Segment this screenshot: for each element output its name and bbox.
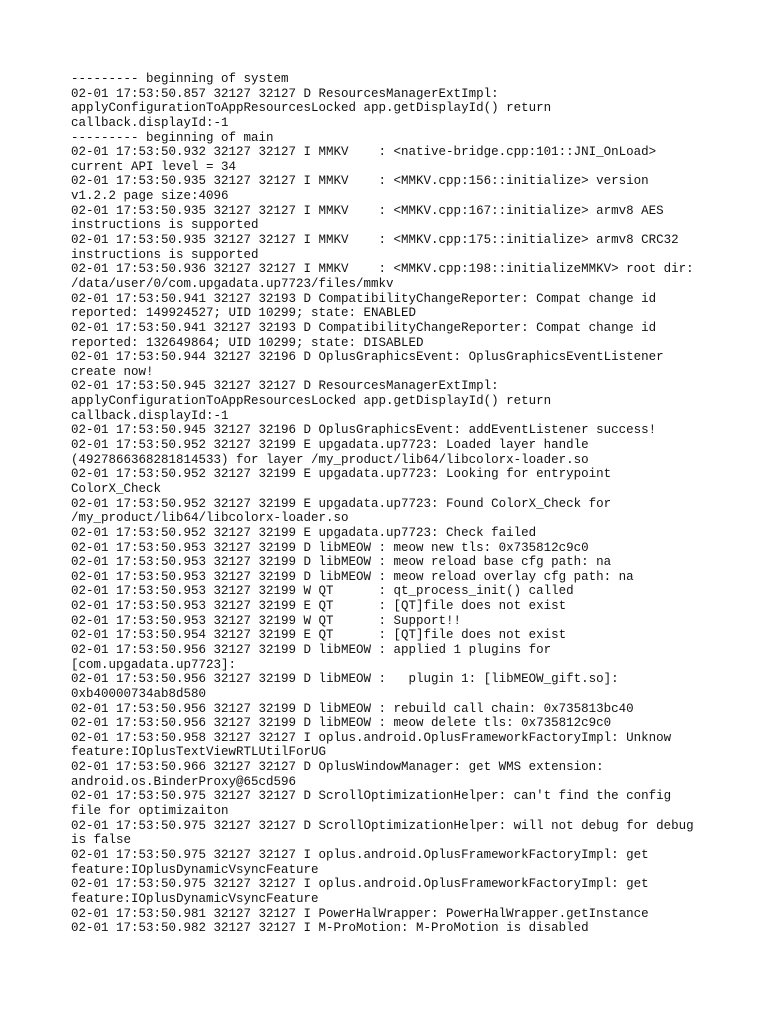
log-line: 02-01 17:53:50.958 32127 32127 I oplus.android.OplusFrameworkFactoryImpl: Unknow — [71, 730, 672, 745]
log-line: 02-01 17:53:50.982 32127 32127 I M-ProMotion: M-ProMotion is disabled — [71, 921, 589, 936]
log-line: 02-01 17:53:50.952 32127 32199 E upgadata.up7723: Looking for entrypoint — [71, 467, 612, 482]
log-line: feature:IOplusTextViewRTLUtilForUG — [71, 745, 327, 760]
log-line: /my_product/lib64/libcolorx-loader.so — [71, 511, 349, 526]
log-line: 02-01 17:53:50.956 32127 32199 D libMEOW : applied 1 plugins for — [71, 642, 552, 657]
log-line: feature:IOplusDynamicVsyncFeature — [71, 862, 319, 877]
log-line: create now! — [71, 364, 154, 379]
log-line: 02-01 17:53:50.953 32127 32199 D libMEOW : meow new tls: 0x735812c9c0 — [71, 540, 589, 555]
log-line: 02-01 17:53:50.941 32127 32193 D CompatibilityChangeReporter: Compat change id — [71, 291, 657, 306]
log-line: --------- beginning of system — [71, 72, 289, 86]
log-line: 02-01 17:53:50.857 32127 32127 D ResourcesManagerExtImpl: — [71, 86, 499, 101]
log-line: 02-01 17:53:50.966 32127 32127 D OplusWindowManager: get WMS extension: — [71, 760, 604, 775]
log-line: 02-01 17:53:50.975 32127 32127 I oplus.android.OplusFrameworkFactoryImpl: get — [71, 877, 649, 892]
log-line: file for optimizaiton — [71, 804, 229, 819]
log-line: --------- beginning of main — [71, 130, 274, 145]
log-line: 02-01 17:53:50.956 32127 32199 D libMEOW : rebuild call chain: 0x735813bc40 — [71, 701, 634, 716]
log-line: 02-01 17:53:50.952 32127 32199 E upgadata.up7723: Check failed — [71, 525, 537, 540]
log-line: instructions is supported — [71, 218, 259, 233]
log-line: 02-01 17:53:50.953 32127 32199 D libMEOW : meow reload overlay cfg path: na — [71, 569, 634, 584]
log-line: 02-01 17:53:50.953 32127 32199 W QT : Support!! — [71, 613, 462, 628]
log-line: 02-01 17:53:50.953 32127 32199 D libMEOW : meow reload base cfg path: na — [71, 555, 612, 570]
log-line: 02-01 17:53:50.941 32127 32193 D CompatibilityChangeReporter: Compat change id — [71, 320, 657, 335]
log-line: current API level = 34 — [71, 159, 237, 174]
log-line: 02-01 17:53:50.953 32127 32199 W QT : qt_process_init() called — [71, 584, 574, 599]
log-line: [com.upgadata.up7723]: — [71, 657, 237, 672]
log-line: applyConfigurationToAppResourcesLocked app.getDisplayId() return — [71, 394, 552, 409]
log-line: 02-01 17:53:50.944 32127 32196 D OplusGraphicsEvent: OplusGraphicsEventListener — [71, 350, 664, 365]
log-line: instructions is supported — [71, 247, 259, 262]
log-line: (4927866368281814533) for layer /my_product/lib64/libcolorx-loader.so — [71, 452, 589, 467]
log-line: 02-01 17:53:50.945 32127 32127 D ResourcesManagerExtImpl: — [71, 379, 499, 394]
log-line: 02-01 17:53:50.952 32127 32199 E upgadata.up7723: Loaded layer handle — [71, 438, 589, 453]
log-line: 02-01 17:53:50.956 32127 32199 D libMEOW : meow delete tls: 0x735812c9c0 — [71, 716, 612, 731]
log-line: 02-01 17:53:50.954 32127 32199 E QT : [QT]file does not exist — [71, 628, 567, 643]
log-line: is false — [71, 833, 132, 848]
log-line: 0xb40000734ab8d580 — [71, 686, 207, 701]
log-line: applyConfigurationToAppResourcesLocked app.getDisplayId() return — [71, 101, 552, 116]
log-line: 02-01 17:53:50.932 32127 32127 I MMKV : <native-bridge.cpp:101::JNI_OnLoad> — [71, 145, 657, 160]
log-line: reported: 132649864; UID 10299; state: DISABLED — [71, 335, 424, 350]
log-line: 02-01 17:53:50.952 32127 32199 E upgadata.up7723: Found ColorX_Check for — [71, 496, 612, 511]
log-line: 02-01 17:53:50.945 32127 32196 D OplusGraphicsEvent: addEventListener success! — [71, 423, 657, 438]
log-line: callback.displayId:-1 — [71, 115, 229, 130]
log-text-block — [71, 72, 711, 936]
log-line: /data/user/0/com.upgadata.up7723/files/mmkv — [71, 276, 394, 291]
log-line: 02-01 17:53:50.935 32127 32127 I MMKV : <MMKV.cpp:156::initialize> version — [71, 174, 649, 189]
log-line: 02-01 17:53:50.935 32127 32127 I MMKV : <MMKV.cpp:175::initialize> armv8 CRC32 — [71, 233, 679, 248]
log-line: feature:IOplusDynamicVsyncFeature — [71, 891, 319, 906]
log-line: reported: 149924527; UID 10299; state: ENABLED — [71, 306, 417, 321]
log-line: callback.displayId:-1 — [71, 408, 229, 423]
log-line: v1.2.2 page size:4096 — [71, 189, 229, 204]
log-line: android.os.BinderProxy@65cd596 — [71, 774, 297, 789]
log-line: 02-01 17:53:50.975 32127 32127 D ScrollOptimizationHelper: will not debug for debug — [71, 818, 694, 833]
log-line: 02-01 17:53:50.956 32127 32199 D libMEOW : plugin 1: [libMEOW_gift.so]: — [71, 672, 619, 687]
log-line: 02-01 17:53:50.936 32127 32127 I MMKV : <MMKV.cpp:198::initializeMMKV> root dir: — [71, 262, 694, 277]
log-line: 02-01 17:53:50.975 32127 32127 D ScrollOptimizationHelper: can't find the config — [71, 789, 672, 804]
log-line: ColorX_Check — [71, 481, 162, 496]
log-line: 02-01 17:53:50.935 32127 32127 I MMKV : <MMKV.cpp:167::initialize> armv8 AES — [71, 203, 664, 218]
log-line: 02-01 17:53:50.953 32127 32199 E QT : [QT]file does not exist — [71, 599, 567, 614]
log-line: 02-01 17:53:50.975 32127 32127 I oplus.android.OplusFrameworkFactoryImpl: get — [71, 847, 649, 862]
log-line: 02-01 17:53:50.981 32127 32127 I PowerHalWrapper: PowerHalWrapper.getInstance — [71, 906, 649, 921]
